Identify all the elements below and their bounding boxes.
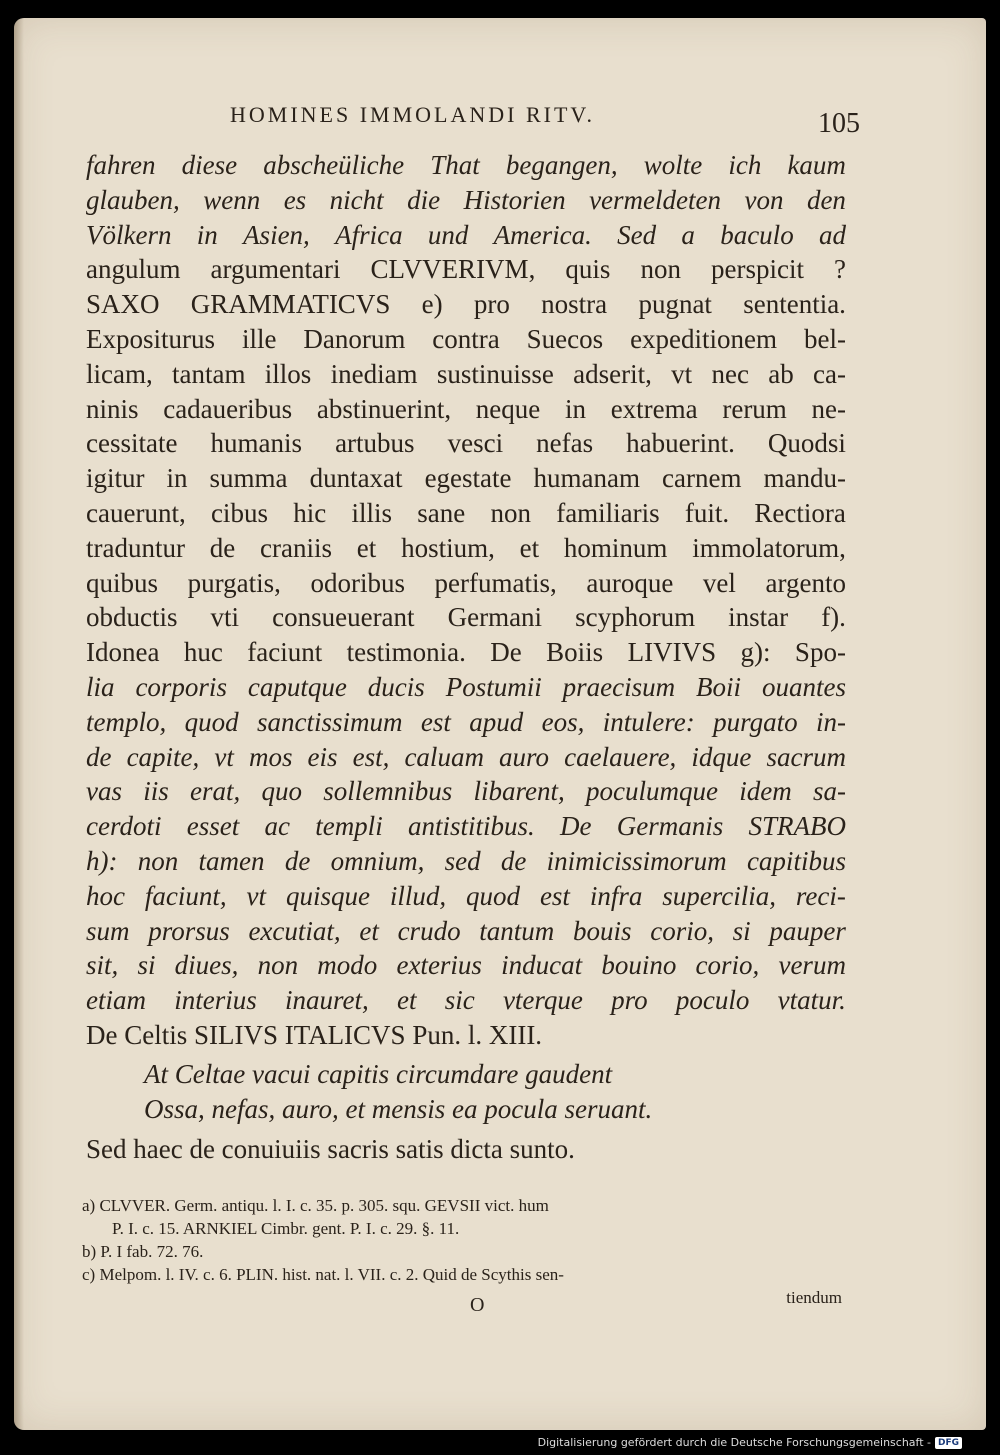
word: LIVIVS <box>627 637 717 668</box>
word: traduntur <box>86 532 185 563</box>
word: Africa <box>335 219 403 250</box>
footnote-a: a) CLVVER. Germ. antiqu. l. I. c. 35. p. 305. squ. GEVSII vict. hum <box>82 1196 549 1215</box>
word: sollemnibus <box>323 776 453 807</box>
word: ouantes <box>761 671 846 702</box>
word: est <box>420 706 451 737</box>
word: quod <box>184 706 239 737</box>
word: non <box>137 845 179 876</box>
word: pugnat <box>638 289 712 320</box>
word: instar <box>728 602 789 633</box>
word: pauper <box>769 915 846 946</box>
word: vt <box>246 880 267 911</box>
text-line <box>86 809 846 844</box>
word: STRABO <box>748 811 846 842</box>
word: illud, <box>389 880 447 911</box>
word: et <box>519 532 540 563</box>
text-line <box>86 600 846 635</box>
word: idque <box>691 741 752 772</box>
word: hominum <box>563 532 668 563</box>
word: non <box>640 254 681 285</box>
word: nec <box>711 358 749 389</box>
text-line <box>86 322 846 357</box>
word: fuit. <box>684 497 730 528</box>
word: obductis <box>86 602 178 633</box>
word: non <box>490 497 531 528</box>
word: Boiis <box>546 637 604 668</box>
word: poculo <box>675 985 750 1016</box>
word: intulere: <box>602 706 695 737</box>
word: baculo <box>720 219 794 250</box>
word: apud <box>469 706 524 737</box>
word: familiaris <box>556 497 660 528</box>
text-line <box>86 566 846 601</box>
word: den <box>806 184 846 215</box>
word: America. <box>493 219 592 250</box>
word: cadaueribus <box>163 393 293 424</box>
word: duntaxat <box>309 463 403 494</box>
word: GRAMMATICVS <box>190 289 391 320</box>
word: ca- <box>812 358 846 389</box>
word: De <box>559 811 592 842</box>
word: ninis <box>86 393 139 424</box>
word: hic <box>293 497 327 528</box>
word: capite, <box>126 741 200 772</box>
word: vtatur. <box>777 985 846 1016</box>
word: expeditionem <box>630 323 778 354</box>
word: habuerint. <box>626 428 735 459</box>
footnote-c: c) Melpom. l. IV. c. 6. PLIN. hist. nat. l. VII. c. 2. Quid de Scythis sen- <box>82 1265 564 1284</box>
word: poculumque <box>586 776 718 807</box>
text-line <box>86 252 846 287</box>
word: sic <box>444 985 475 1016</box>
word: cerdoti <box>86 811 162 842</box>
word: pro <box>611 985 648 1016</box>
word: supercilia, <box>662 880 777 911</box>
word: quisque <box>285 880 370 911</box>
word: Völkern <box>86 219 172 250</box>
text-line <box>86 844 846 879</box>
word: capitibus <box>746 845 846 876</box>
word: de <box>209 532 236 563</box>
word: humanis <box>210 428 303 459</box>
text-line <box>86 879 846 914</box>
word: cauerunt, <box>86 497 186 528</box>
closing-line: Sed haec de conuiuiis sacris satis dicta sunto. <box>86 1134 575 1165</box>
text-line <box>86 531 846 566</box>
word: excutiat, <box>248 915 341 946</box>
word: Sed <box>617 219 657 250</box>
word: etiam <box>86 985 146 1016</box>
word: in <box>564 393 586 424</box>
word: cessitate <box>86 428 178 459</box>
word: antistitibus. <box>407 811 535 842</box>
word: SAXO <box>86 289 160 320</box>
word: kaum <box>787 150 846 180</box>
word: illos <box>264 358 312 389</box>
word: und <box>427 219 469 250</box>
word: egestate <box>424 463 512 494</box>
word: abstinuerint, <box>316 393 452 424</box>
text-line <box>86 948 846 983</box>
footnotes <box>82 1194 842 1309</box>
text-line <box>86 218 846 253</box>
word: non <box>257 950 299 981</box>
word: caelauere, <box>564 741 677 772</box>
word: et <box>356 532 377 563</box>
word: argento <box>765 567 846 598</box>
word: sa- <box>812 776 846 807</box>
signature-mark: O <box>470 1294 485 1316</box>
word: g): <box>740 637 771 668</box>
word: sententia. <box>743 289 846 320</box>
word: hoc <box>86 880 125 911</box>
word: von <box>744 184 784 215</box>
word: illis <box>351 497 392 528</box>
word: iis <box>143 776 169 807</box>
word: Expositurus <box>86 323 216 354</box>
word: f). <box>821 602 846 633</box>
word: ac <box>264 811 290 842</box>
word: purgato <box>713 706 798 737</box>
credit-text: Digitalisierung gefördert durch die Deutsche Forschungsgemeinschaft - <box>537 1436 931 1449</box>
word: ille <box>241 323 277 354</box>
word: ? <box>834 254 846 285</box>
text-line <box>86 983 846 1018</box>
word: mandu- <box>763 463 846 494</box>
word: ich <box>728 150 762 180</box>
word: prorsus <box>148 915 230 946</box>
word: humanam <box>533 463 641 494</box>
word: corporis <box>135 671 227 702</box>
word: faciunt <box>247 637 323 668</box>
word: sanctissimum <box>257 706 403 737</box>
text-line <box>86 914 846 949</box>
word: auro <box>499 741 550 772</box>
word: nicht <box>329 184 384 215</box>
word: Boii <box>696 671 742 702</box>
footnote-a-continued: P. I. c. 15. ARNKIEL Cimbr. gent. P. I. c. 29. §. 11. <box>112 1219 460 1238</box>
text-line <box>86 740 846 775</box>
word: idem <box>739 776 792 807</box>
verse-line: At Celtae vacui capitis circumdare gaudent <box>144 1058 613 1089</box>
running-title: HOMINES IMMOLANDI RITV. <box>230 102 595 127</box>
word: neque <box>475 393 541 424</box>
text-line <box>86 461 846 496</box>
text-line <box>86 774 846 809</box>
word: auroque <box>586 567 674 598</box>
word: exterius <box>396 950 482 981</box>
word: corio, <box>650 915 714 946</box>
word: et <box>359 915 379 946</box>
word: tantum <box>479 915 555 946</box>
word: Rectiora <box>754 497 846 528</box>
dfg-logo: DFG <box>935 1437 962 1449</box>
word: glauben, <box>86 184 180 215</box>
word: sed <box>444 845 481 876</box>
word: si <box>137 950 156 981</box>
word: artubus <box>335 428 415 459</box>
word: nefas <box>536 428 594 459</box>
footnote-b: b) P. I fab. 72. 76. <box>82 1242 204 1261</box>
word: vas <box>86 776 122 807</box>
word: perspicit <box>710 254 804 285</box>
word: abscheüliche <box>263 150 405 180</box>
word: That <box>430 150 480 180</box>
text-line <box>86 287 846 322</box>
word: de <box>86 741 112 772</box>
word: libarent, <box>473 776 565 807</box>
word: tantam <box>172 358 246 389</box>
word: ad <box>818 219 846 250</box>
word: huc <box>183 637 223 668</box>
word: hostium, <box>401 532 495 563</box>
word: eis <box>307 741 338 772</box>
word: perfumatis, <box>434 567 557 598</box>
word: est <box>539 880 570 911</box>
word: Germanis <box>616 811 724 842</box>
text-line <box>86 148 846 183</box>
main-text <box>86 148 846 1167</box>
word: die <box>407 184 441 215</box>
word: carnem <box>662 463 742 494</box>
word: cibus <box>210 497 268 528</box>
word: Asien, <box>243 219 310 250</box>
word: purgatis, <box>187 567 281 598</box>
word: wenn <box>203 184 261 215</box>
word: wolte <box>643 150 703 180</box>
word: corio, <box>695 950 760 981</box>
word: ducis <box>367 671 425 702</box>
word: esset <box>186 811 240 842</box>
word: consueuerant <box>272 602 415 633</box>
text-line <box>86 705 846 740</box>
text-line <box>86 357 846 392</box>
word: a <box>681 219 695 250</box>
word: tamen <box>198 845 265 876</box>
word: pro <box>473 289 510 320</box>
word: mos <box>248 741 293 772</box>
word: crudo <box>397 915 461 946</box>
text-line: De Celtis SILIVS ITALICVS Pun. l. XIII. <box>86 1019 543 1050</box>
word: vterque <box>502 985 583 1016</box>
word: argumentari <box>210 254 341 285</box>
digitization-credit <box>538 1436 962 1449</box>
word: modo <box>317 950 378 981</box>
word: in <box>166 463 188 494</box>
word: contra <box>432 323 500 354</box>
word: in <box>196 219 218 250</box>
text-line <box>86 183 846 218</box>
word: extrema <box>610 393 698 424</box>
word: adserit, <box>573 358 652 389</box>
word: sustinuisse <box>436 358 554 389</box>
word: odoribus <box>310 567 405 598</box>
word: bel- <box>803 323 846 354</box>
word: summa <box>209 463 288 494</box>
word: rerum <box>722 393 787 424</box>
word: interius <box>174 985 257 1016</box>
verse-line: Ossa, nefas, auro, et mensis ea pocula seruant. <box>144 1093 653 1124</box>
word: h): <box>86 845 118 876</box>
word: inimicissimorum <box>546 845 727 876</box>
word: reci- <box>795 880 846 911</box>
word: bouis <box>573 915 632 946</box>
word: de <box>284 845 311 876</box>
word: vermeldeten <box>589 184 722 215</box>
word: De <box>490 637 522 668</box>
word: praecisum <box>562 671 676 702</box>
word: diese <box>181 150 238 180</box>
word: sum <box>86 915 130 946</box>
word: sit, <box>86 950 119 981</box>
word: templi <box>315 811 383 842</box>
word: sane <box>417 497 466 528</box>
catchword: tiendum <box>786 1288 842 1307</box>
word: est, <box>352 741 390 772</box>
word: diues, <box>174 950 239 981</box>
word: inediam <box>330 358 418 389</box>
word: vt <box>671 358 693 389</box>
word: vesci <box>447 428 504 459</box>
word: testimonia. <box>346 637 466 668</box>
word: e) <box>421 289 443 320</box>
word: craniis <box>260 532 333 563</box>
text-line <box>86 392 846 427</box>
page-number: 105 <box>818 108 860 139</box>
text-line <box>86 635 846 670</box>
word: inducat <box>501 950 583 981</box>
word: begangen, <box>505 150 618 180</box>
word: sacrum <box>766 741 846 772</box>
word: et <box>396 985 417 1016</box>
word: Postumii <box>445 671 542 702</box>
word: Germani <box>447 602 543 633</box>
word: lia <box>86 671 115 702</box>
word: vt <box>214 741 234 772</box>
text-line <box>86 426 846 461</box>
word: quod <box>466 880 521 911</box>
word: Spo- <box>794 637 846 668</box>
word: quo <box>261 776 303 807</box>
word: angulum <box>86 254 181 285</box>
word: si <box>732 915 751 946</box>
text-line <box>86 496 846 531</box>
word: CLVVERIVM, <box>370 254 536 285</box>
word: quis <box>565 254 611 285</box>
word: ne- <box>811 393 846 424</box>
word: erat, <box>190 776 241 807</box>
word: Quodsi <box>767 428 846 459</box>
word: de <box>500 845 527 876</box>
word: immolatorum, <box>692 532 846 563</box>
word: ab <box>768 358 794 389</box>
word: eos, <box>541 706 585 737</box>
word: omnium, <box>330 845 425 876</box>
word: Idonea <box>86 637 160 668</box>
text-line <box>86 670 846 705</box>
word: caputque <box>247 671 347 702</box>
word: es <box>283 184 307 215</box>
word: verum <box>778 950 846 981</box>
word: Suecos <box>526 323 604 354</box>
word: scyphorum <box>575 602 696 633</box>
word: Danorum <box>303 323 406 354</box>
word: in- <box>816 706 846 737</box>
body-lines <box>86 148 846 1053</box>
word: vel <box>702 567 736 598</box>
page-edge-shadow <box>14 18 24 1430</box>
word: faciunt, <box>144 880 227 911</box>
word: licam, <box>86 358 153 389</box>
word: fahren <box>86 150 156 180</box>
verse-quotation <box>86 1057 846 1127</box>
word: quibus <box>86 567 159 598</box>
word: igitur <box>86 463 145 494</box>
word: Historien <box>463 184 566 215</box>
word: templo, <box>86 706 167 737</box>
word: nostra <box>541 289 608 320</box>
word: bouino <box>601 950 677 981</box>
word: vti <box>210 602 240 633</box>
word: caluam <box>404 741 484 772</box>
word: inauret, <box>284 985 369 1016</box>
word: infra <box>589 880 643 911</box>
